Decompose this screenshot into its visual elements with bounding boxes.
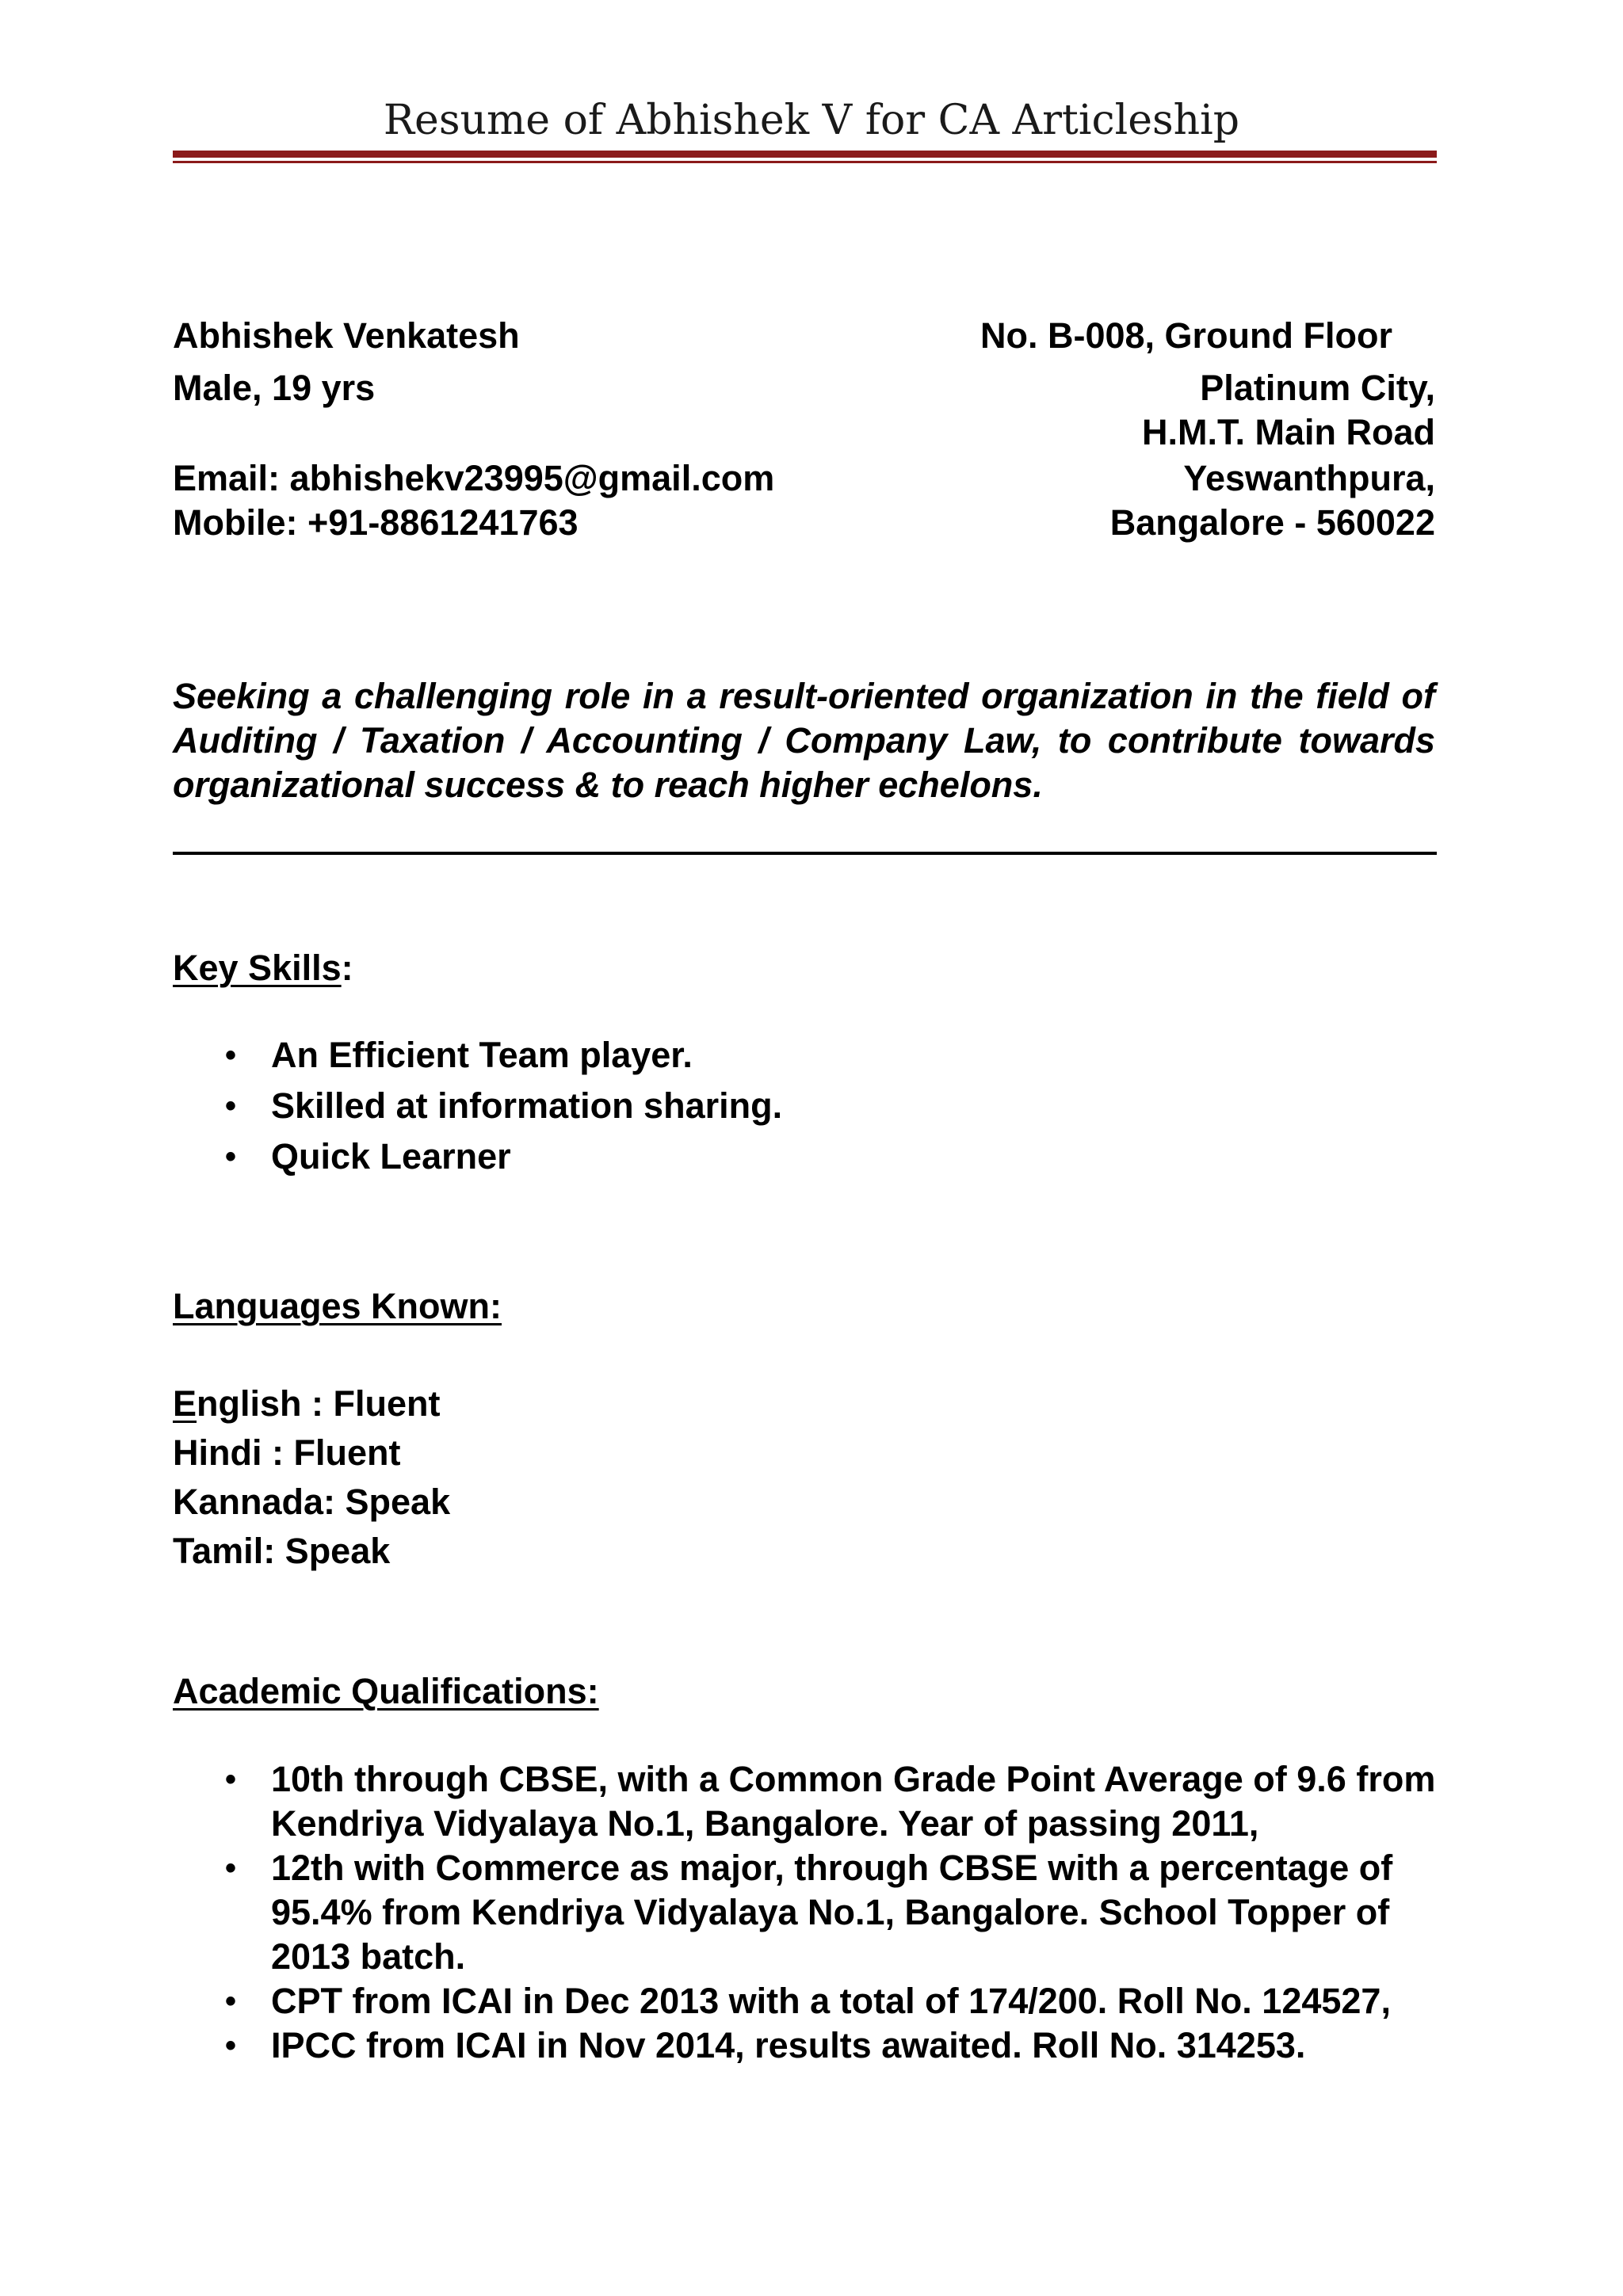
address-line-3: H.M.T. Main Road (1142, 412, 1435, 452)
key-skills-heading-text: Key Skills (173, 948, 342, 988)
header-rule-thin (173, 161, 1437, 163)
address-line-4: Yeswanthpura, (1183, 458, 1435, 498)
bullet-icon: • (225, 1762, 237, 1797)
languages-heading (173, 1284, 502, 1329)
bullet-icon: • (225, 1089, 237, 1123)
list-item (173, 1135, 1441, 1179)
skill-text: Quick Learner (271, 1136, 511, 1177)
bullet-icon: • (225, 2028, 237, 2063)
list-item (173, 1757, 1441, 1846)
key-skills-heading (173, 946, 353, 990)
bullet-icon: • (225, 1038, 237, 1073)
skill-text: Skilled at information sharing. (271, 1085, 783, 1126)
skill-text: An Efficient Team player. (271, 1035, 693, 1075)
academics-list (173, 1757, 1441, 2068)
key-skills-heading-colon: : (341, 948, 353, 988)
language-hindi: Hindi : Fluent (173, 1432, 401, 1473)
bullet-icon: • (225, 1851, 237, 1886)
academics-heading-text: Academic Qualifications: (173, 1671, 599, 1711)
language-kannada: Kannada: Speak (173, 1482, 451, 1522)
list-item (173, 1084, 1441, 1128)
address-line-2: Platinum City, (1200, 368, 1435, 408)
gender-age: Male, 19 yrs (173, 368, 376, 408)
qualification-text: 10th through CBSE, with a Common Grade Point Average of 9.6 from Kendriya Vidyalaya No.1, Bangalore. Year of passing 2011, (271, 1759, 1436, 1844)
email-line: Email: abhishekv23995@gmail.com (173, 458, 775, 498)
language-english (173, 1382, 440, 1426)
list-item (173, 1979, 1441, 2023)
page-header-title: Resume of Abhishek V for CA Articleship (383, 97, 1240, 144)
qualification-text: IPCC from ICAI in Nov 2014, results awaited. Roll No. 314253. (271, 2025, 1306, 2065)
candidate-name: Abhishek Venkatesh (173, 315, 520, 356)
academics-heading (173, 1669, 599, 1714)
language-english-rest: nglish : Fluent (197, 1383, 441, 1424)
list-item (173, 1846, 1441, 1979)
header-rule-thick (173, 151, 1437, 158)
objective-divider (173, 852, 1437, 855)
language-tamil: Tamil: Speak (173, 1531, 391, 1571)
address-line-5: Bangalore - 560022 (1109, 502, 1435, 543)
qualification-text: CPT from ICAI in Dec 2013 with a total of 174/200. Roll No. 124527, (271, 1981, 1391, 2021)
language-english-initial: E (173, 1383, 197, 1424)
list-item (173, 1033, 1441, 1077)
key-skills-list (173, 1033, 1441, 1185)
qualification-text: 12th with Commerce as major, through CBSE with a percentage of 95.4% from Kendriya Vidyalaya No.1, Bangalore. School Topper of 2013 batch. (271, 1848, 1393, 1977)
address-line-1: No. B-008, Ground Floor (980, 315, 1393, 356)
bullet-icon: • (225, 1984, 237, 2019)
mobile-line: Mobile: +91-8861241763 (173, 502, 579, 543)
languages-heading-text: Languages Known: (173, 1286, 502, 1326)
bullet-icon: • (225, 1139, 237, 1174)
list-item (173, 2023, 1441, 2068)
career-objective: Seeking a challenging role in a result-oriented organization in the field of Auditing / Taxation / Accounting / Company Law, to contribute towards organizational success & to reach higher echelons. (173, 676, 1435, 805)
